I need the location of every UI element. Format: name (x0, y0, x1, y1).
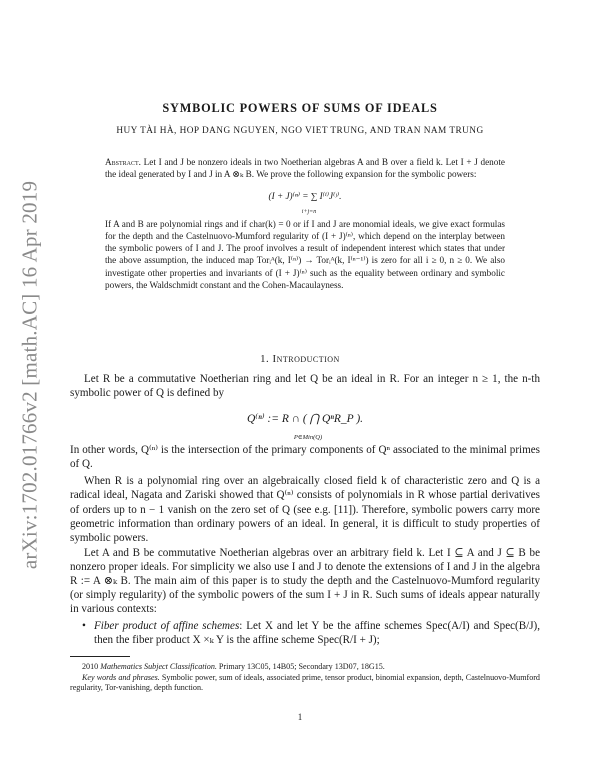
body-text (70, 372, 540, 648)
msc-label: Mathematics Subject Classification. (100, 662, 217, 671)
keywords-text: Symbolic power, sum of ideals, associated prime, tensor product, binomial expansion, depth, Castelnuovo-Mumford regularity, Tor-vanishing, depth function. (70, 672, 540, 693)
symbolic-power-definition-formula (70, 403, 540, 443)
msc-codes: Primary 13C05, 14B05; Secondary 13D07, 18G15. (218, 662, 385, 671)
abstract-paragraph-2: If A and B are polynomial rings and if char(k) = 0 or if I and J are monomial ideals, we give exact formulas for the depth and the Castelnuovo-Mumford regularity of (I + J)⁽ⁿ⁾, which depend on the interplay between the symbolic powers of I and J. The proof involves a result of independent interest which states that under the above assumption, the induced map Torᵢᴬ(k, I⁽ⁿ⁾) → Torᵢᴬ(k, I⁽ⁿ⁻¹⁾) is zero for all i ≥ 0, n ≥ 0. We also investigate other properties and invariants of (I + J)⁽ⁿ⁾ such as the equality between ordinary and symbolic powers, the Waldschmidt constant and the Cohen-Macaulayness. (105, 219, 505, 290)
abstract-paragraph-1 (105, 156, 505, 180)
abstract-formula-main: (I + J)⁽ⁿ⁾ = ∑ I⁽ⁱ⁾J⁽ʲ⁾. (268, 191, 342, 202)
definition-formula-main: Q⁽ⁿ⁾ := R ∩ ( ⋂ QⁿR_P ). (246, 413, 364, 426)
footnotes (70, 662, 540, 694)
arxiv-identifier-stamp[interactable]: arXiv:1702.01766v2 [math.AC] 16 Apr 2019 (17, 180, 42, 570)
abstract (105, 156, 505, 291)
section-heading-introduction (0, 353, 600, 365)
body-paragraph-4: Let A and B be commutative Noetherian algebras over an arbitrary field k. Let I ⊆ A and J ⊆ B be nonzero proper ideals. For simplicity we also use I and J to denote the extensions of I and J in the algebra R := A ⊗ₖ B. The main aim of this paper is to study the depth and the Castelnuovo-Mumford regularity (or simply regularity) of the symbolic powers of the sum I + J in R. Such sums of ideals appear naturally in various contexts: (70, 546, 540, 616)
body-paragraph-3: When R is a polynomial ring over an algebraically closed field k of characteristic zero and Q is a radical ideal, Nagata and Zariski showed that Q⁽ⁿ⁾ consists of polynomials in R whose partial derivatives of orders up to n − 1 vanish on the zero set of Q (see e.g. [11]). Therefore, symbolic powers carry more geometric information than ordinary powers of an ideal. In general, it is difficult to study properties of symbolic powers. (70, 475, 540, 544)
section-title: Introduction (272, 353, 340, 365)
list-item-label: Fiber product of affine schemes (94, 620, 240, 633)
msc-year: 2010 (82, 662, 99, 671)
definition-formula-subscript: P∈Min(Q) (293, 434, 323, 442)
paper-title: SYMBOLIC POWERS OF SUMS OF IDEALS (162, 101, 438, 115)
page-number: 1 (297, 712, 303, 722)
section-number: 1. (260, 353, 270, 365)
body-paragraph-1: Let R be a commutative Noetherian ring and let Q be an ideal in R. For an integer n ≥ 1, the n-th symbolic power of Q is defined by (70, 373, 540, 400)
list-item-fiber-product (70, 619, 540, 647)
footnote-divider (70, 656, 130, 657)
keywords-label: Key words and phrases. (82, 672, 160, 682)
body-paragraph-2: In other words, Q⁽ⁿ⁾ is the intersection of the primary components of Qⁿ associated to the minimal primes of Q. (70, 444, 540, 471)
list-item-text: : Let X and let Y be the affine schemes Spec(A/I) and Spec(B/J), then the fiber product X ×ₖ Y is the affine scheme Spec(R/I + J); (94, 620, 540, 647)
footnote-keywords (70, 673, 540, 694)
abstract-text-1: Let I and J be nonzero ideals in two Noetherian algebras A and B over a field k. Let I + J denote the ideal generated by I and J in A ⊗ₖ B. We prove the following expansion for the symbolic powers: (105, 157, 505, 180)
paper-authors: HUY TÀI HÀ, HOP DANG NGUYEN, NGO VIET TRUNG, AND TRAN NAM TRUNG (116, 126, 484, 136)
abstract-formula-subscript: i+j=n (301, 209, 317, 216)
bullet-icon: • (82, 620, 86, 633)
footnote-msc (70, 662, 540, 673)
abstract-formula (105, 186, 505, 214)
abstract-label: Abstract. (105, 157, 141, 167)
